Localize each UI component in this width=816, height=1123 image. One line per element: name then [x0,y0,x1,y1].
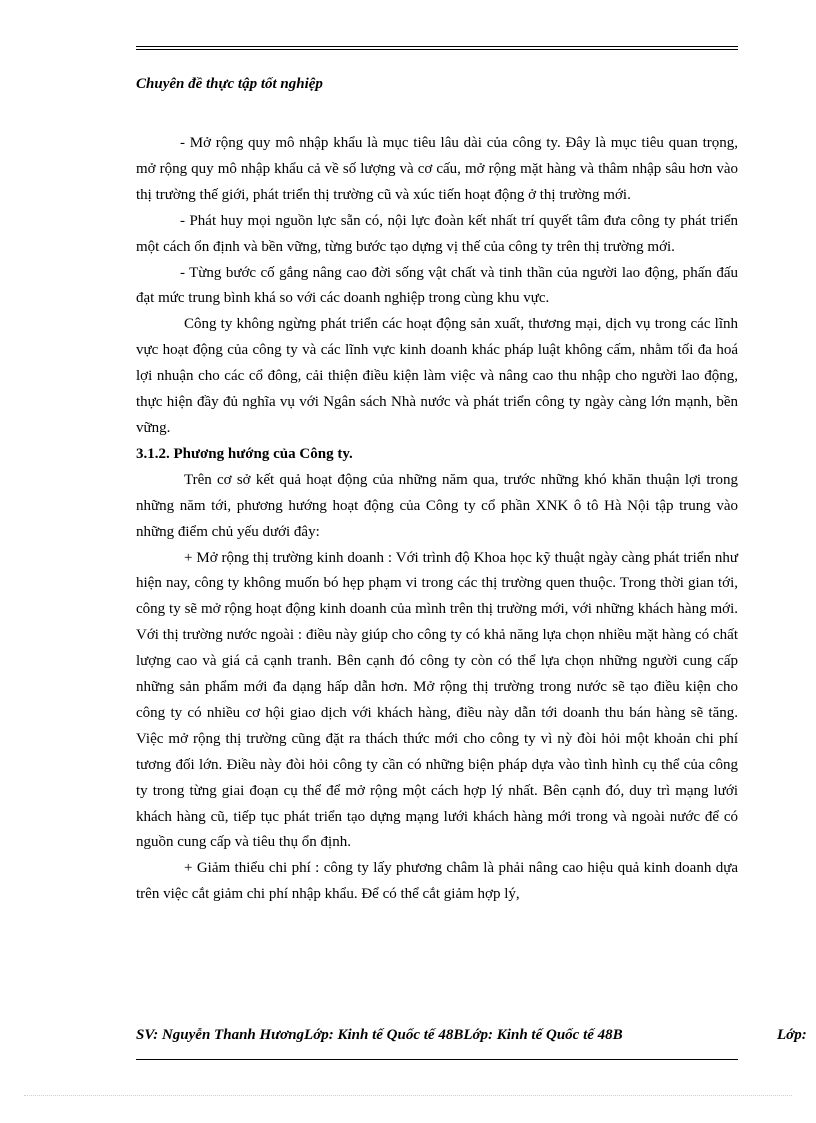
page-boundary [24,1095,792,1096]
section-heading: 3.1.2. Phương hướng của Công ty. [136,445,353,462]
paragraph-7: + Giảm thiểu chi phí : công ty lấy phương châm là phải nâng cao hiệu quả kinh doanh dựa trên việc cắt giảm chi phí nhập khẩu. Để có thể cắt giảm hợp lý, [136,860,738,903]
page-footer: SV: Nguyễn Thanh HươngLớp: Kinh tế Quốc tế 48BLớp: Kinh tế Quốc tế 48B [136,1027,623,1043]
header-rule-top [136,46,738,47]
document-body [136,131,738,908]
paragraph-4: Công ty không ngừng phát triển các hoạt động sản xuất, thương mại, dịch vụ trong các lĩnh vực hoạt động của công ty và các lĩnh vực kinh doanh khác pháp luật không cấm, nhằm tối đa hoá lợi nhuận cho các cổ đông, cải thiện điều kiện làm việc và nâng cao thu nhập cho người lao động, thực hiện đầy đủ nghĩa vụ với Ngân sách Nhà nước và phát triển công ty ngày càng lớn mạnh, bền vững. [136,316,738,436]
paragraph-2: - Phát huy mọi nguồn lực sẵn có, nội lực đoàn kết nhất trí quyết tâm đưa công ty phát triển một cách ổn định và bền vững, từng bước tạo dựng vị thế của công ty trên thị trường mới. [136,212,738,255]
page-footer-right: Lớp: [777,1027,807,1043]
paragraph-5: Trên cơ sở kết quả hoạt động của những năm qua, trước những khó khăn thuận lợi trong những năm tới, phương hướng hoạt động của Công ty cổ phần XNK ô tô Hà Nội tập trung vào những điểm chủ yếu dưới đây: [136,471,738,540]
paragraph-6: + Mở rộng thị trường kinh doanh : Với trình độ Khoa học kỹ thuật ngày càng phát triển như hiện nay, công ty không muốn bó hẹp phạm vi trong các thị trường quen thuộc. Trong thời gian tới, công ty sẽ mở rộng hoạt động kinh doanh của mình trên thị trường mới, với những khách hàng mới. Với thị trường nước ngoài : điều này giúp cho công ty có khả năng lựa chọn nhiều mặt hàng có chất lượng cao và giá cả cạnh tranh. Bên cạnh đó công ty còn có thể lựa chọn những người cung cấp những sản phẩm mới đa dạng hấp dẫn hơn. Mở rộng thị trường trong nước sẽ tạo điều kiện cho công ty có nhiều cơ hội giao dịch với khách hàng, điều này dẫn tới doanh thu bán hàng sẽ tăng. Việc mở rộng thị trường cũng đặt ra thách thức mới cho công ty vì nỳ đòi hỏi một khoản chi phí tương đối lớn. Điều này đòi hỏi công ty cần có những biện pháp dựa vào tình hình cụ thể của công ty trong từng giai đoạn cụ thể để mở rộng một cách hợp lý nhất. Bên cạnh đó, duy trì mạng lưới khách hàng cũ, tiếp tục phát triển tạo dựng mạng lưới khách hàng mới trong và ngoài nước để có nguồn cung cấp và tiêu thụ ổn định. [136,549,738,851]
paragraph-3: - Từng bước cố gắng nâng cao đời sống vật chất và tinh thần của người lao động, phấn đấu đạt mức trung bình khá so với các doanh nghiệp trong cùng khu vực. [136,264,738,307]
paragraph-1: - Mở rộng quy mô nhập khẩu là mục tiêu lâu dài của công ty. Đây là mục tiêu quan trọng, mở rộng quy mô nhập khẩu cả về số lượng và cơ cấu, mở rộng mặt hàng và thâm nhập sâu hơn vào thị trường thế giới, phát triển thị trường cũ và xúc tiến hoạt động ở thị trường mới. [136,135,738,203]
footer-rule [136,1059,738,1060]
header-rule-bottom [136,49,738,50]
page-header-title: Chuyên đề thực tập tốt nghiệp [136,76,323,92]
